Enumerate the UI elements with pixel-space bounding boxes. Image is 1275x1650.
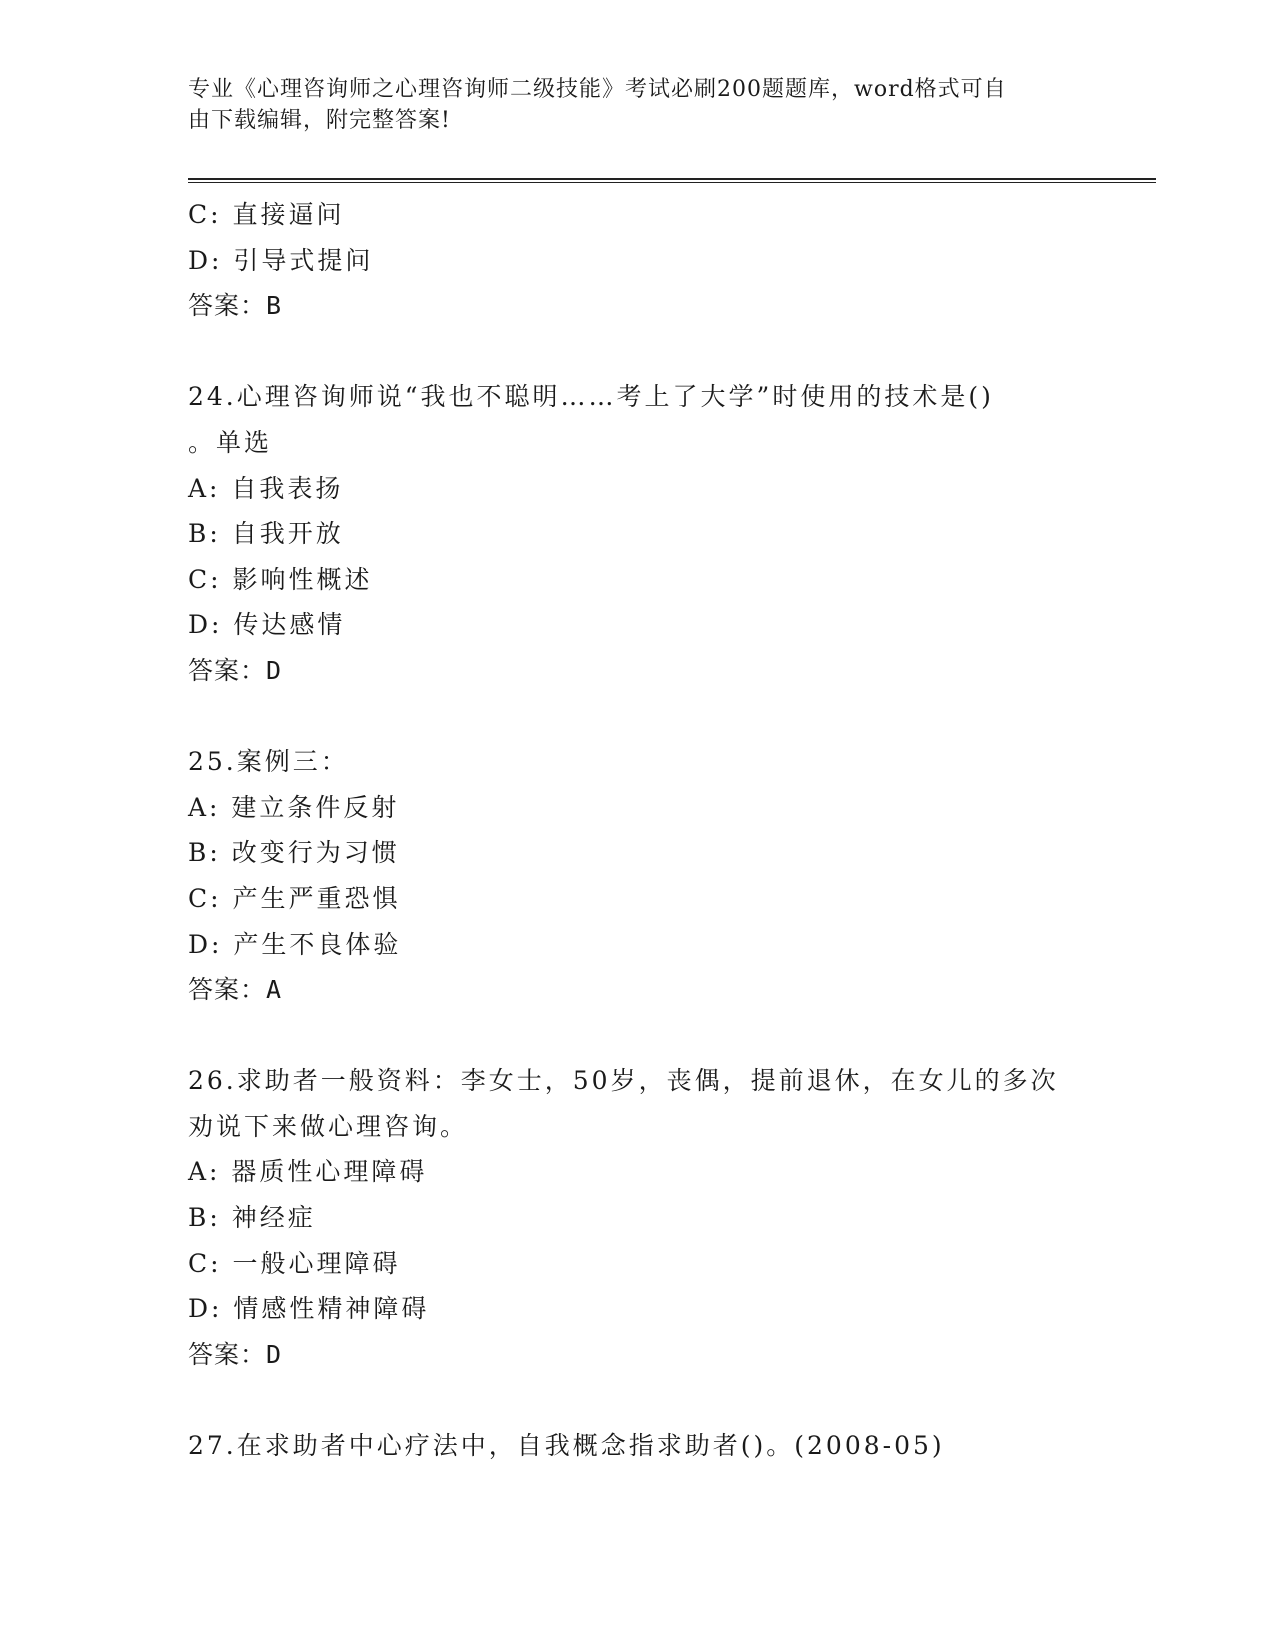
question-stem-cont: 。单选 — [188, 427, 273, 457]
answer-line: 答案：A — [188, 975, 283, 1005]
option-d: D: 引导式提问 — [188, 245, 374, 275]
option-d: D: 情感性精神障碍 — [188, 1294, 430, 1324]
answer-line: 答案：B — [188, 291, 283, 321]
question-stem: 26.求助者一般资料：李女士，50岁，丧偶，提前退休，在女儿的多次 — [188, 1066, 1059, 1096]
header-divider — [188, 178, 1156, 183]
question-stem: 25.案例三： — [188, 747, 349, 777]
question-block-26 — [188, 1058, 1088, 1377]
question-block-24 — [188, 374, 1088, 693]
option-c: C: 一般心理障碍 — [188, 1248, 401, 1278]
header-line-2: 由下载编辑，附完整答案! — [188, 108, 451, 133]
question-list — [188, 192, 1088, 1469]
header-line-1: 专业《心理咨询师之心理咨询师二级技能》考试必刷200题题库，word格式可自 — [188, 77, 1007, 102]
answer-line: 答案：D — [188, 655, 283, 685]
page-header — [188, 74, 1068, 136]
answer-line: 答案：D — [188, 1339, 283, 1369]
question-stem-cont: 劝说下来做心理咨询。 — [188, 1111, 469, 1141]
spacer — [188, 1377, 1088, 1423]
option-c: C: 产生严重恐惧 — [188, 883, 401, 913]
option-a: A: 自我表扬 — [188, 473, 344, 503]
option-a: A: 器质性心理障碍 — [188, 1157, 428, 1187]
question-block-25 — [188, 739, 1088, 1013]
question-block-27 — [188, 1423, 1088, 1469]
option-b: B: 神经症 — [188, 1203, 316, 1233]
option-b: B: 自我开放 — [188, 519, 344, 549]
question-stem: 24.心理咨询师说“我也不聪明……考上了大学”时使用的技术是() — [188, 382, 994, 412]
question-block-23 — [188, 192, 1088, 329]
question-stem: 27.在求助者中心疗法中，自我概念指求助者()。(2008-05) — [188, 1431, 945, 1461]
option-d: D: 产生不良体验 — [188, 929, 402, 959]
option-c: C: 影响性概述 — [188, 564, 373, 594]
spacer — [188, 694, 1088, 740]
spacer — [188, 329, 1088, 375]
option-b: B: 改变行为习惯 — [188, 838, 400, 868]
option-d: D: 传达感情 — [188, 610, 346, 640]
option-c: C: 直接逼问 — [188, 200, 345, 229]
spacer — [188, 1013, 1088, 1059]
option-a: A: 建立条件反射 — [188, 792, 400, 822]
